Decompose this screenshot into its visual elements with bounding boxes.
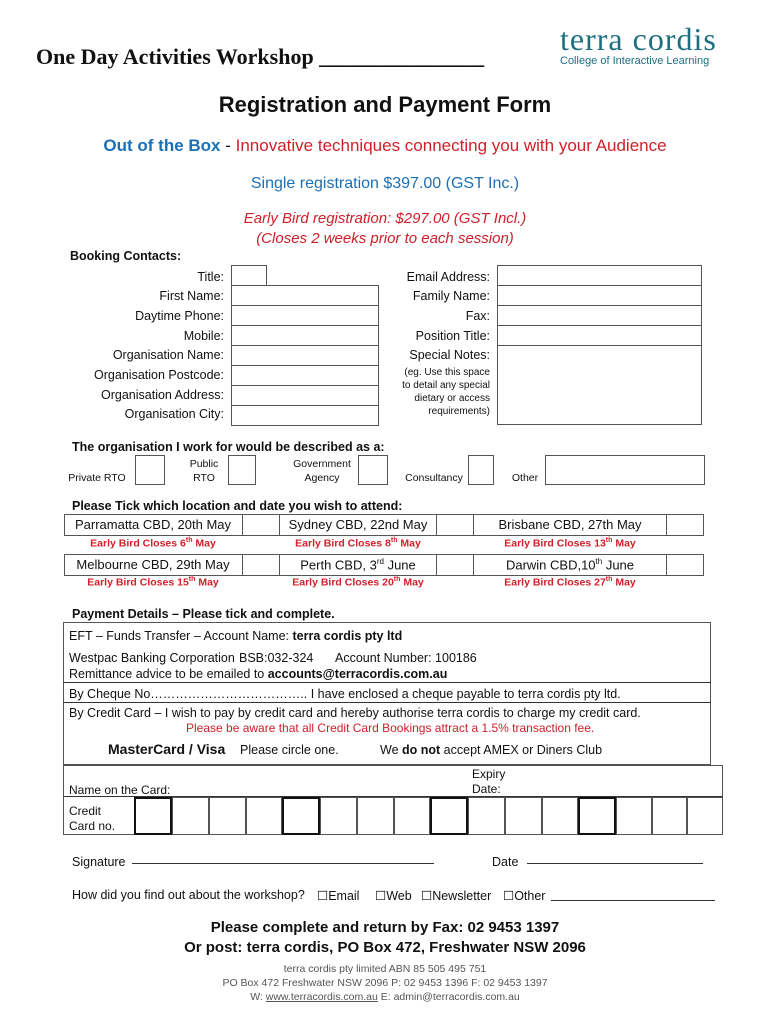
expiry-l1: Expiry: [472, 767, 506, 781]
org-option-1-l1: [62, 457, 132, 471]
label-daytime-phone: Daytime Phone:: [135, 309, 224, 323]
footer-web-link[interactable]: www.terracordis.com.au: [265, 991, 378, 1003]
label-email: Email Address:: [406, 270, 490, 284]
label-organisation-address: Organisation Address:: [101, 388, 224, 402]
early-close-1-post: May: [192, 537, 216, 550]
early-close-2-post: May: [397, 537, 421, 550]
early-close-1-sup: th: [185, 537, 193, 544]
card-digit-5[interactable]: [282, 797, 320, 835]
card-digit-15[interactable]: [652, 797, 687, 835]
location-perth-sup: rd: [376, 557, 384, 566]
early-close-sydney: [280, 537, 436, 550]
early-close-2-pre: Early Bird Closes 8: [295, 537, 391, 550]
org-option-5-l1: [505, 457, 545, 471]
organisation-postcode-field[interactable]: [231, 365, 379, 386]
special-notes-field[interactable]: [497, 345, 702, 425]
date-label: Date: [492, 855, 519, 869]
credit-card-l2: Card no.: [69, 819, 116, 833]
card-digit-10[interactable]: [468, 797, 505, 835]
amex-pre: We: [380, 743, 402, 757]
amex-bold: do not: [402, 743, 441, 757]
find-other-line[interactable]: [551, 890, 715, 901]
credit-card-label: [69, 804, 115, 834]
expiry-l2: Date:: [472, 782, 501, 796]
location-perth-pre: Perth CBD, 3: [300, 557, 377, 573]
early-close-3-pre: Early Bird Closes 13: [504, 537, 606, 550]
payment-divider-1: [63, 682, 711, 683]
card-digit-6[interactable]: [320, 797, 357, 835]
tick-perth[interactable]: [436, 554, 474, 576]
checkbox-private-rto[interactable]: [135, 455, 165, 485]
early-close-4-pre: Early Bird Closes 15: [87, 576, 189, 589]
fee-note: Please be aware that all Credit Card Bookings attract a 1.5% transaction fee.: [186, 721, 595, 735]
tick-parramatta[interactable]: [242, 514, 280, 536]
org-option-4-l2: Consultancy: [405, 472, 463, 484]
logo-name: terra cordis: [560, 21, 717, 57]
checkbox-consultancy[interactable]: [468, 455, 494, 485]
early-close-5-post: May: [400, 576, 424, 589]
org-option-4-l1: [400, 457, 468, 471]
card-digit-13[interactable]: [578, 797, 616, 835]
org-type-heading: The organisation I work for would be described as a:: [72, 440, 385, 454]
expiry-field[interactable]: [510, 766, 722, 796]
early-close-4-post: May: [195, 576, 219, 589]
org-option-public-rto: [178, 457, 230, 485]
early-close-parramatta: [64, 537, 242, 550]
find-web[interactable]: ☐Web: [375, 889, 412, 903]
expiry-label: [472, 767, 505, 797]
label-family-name: Family Name:: [412, 289, 490, 303]
name-on-card-label: Name on the Card:: [69, 783, 171, 797]
label-mobile: Mobile:: [183, 329, 224, 343]
organisation-city-field[interactable]: [231, 405, 379, 426]
location-parramatta: Parramatta CBD, 20th May: [74, 517, 232, 532]
logo: [560, 22, 750, 67]
footer-line-3: [0, 991, 770, 1003]
return-post: Or post: terra cordis, PO Box 472, Freshwater NSW 2096: [184, 939, 586, 956]
amex-note: [380, 743, 602, 757]
label-fax: Fax:: [465, 309, 490, 323]
workshop-title: One Day Activities Workshop _______________: [36, 44, 485, 69]
signature-line[interactable]: [132, 853, 434, 864]
card-digit-16[interactable]: [687, 797, 723, 835]
card-digit-14[interactable]: [616, 797, 652, 835]
family-name-field[interactable]: [497, 285, 702, 306]
remittance: [69, 667, 447, 681]
footer-line-2: PO Box 472 Freshwater NSW 2096 P: 02 9453 1396 F: 02 9453 1397: [222, 977, 548, 989]
position-title-field[interactable]: [497, 325, 702, 346]
credit-card-l1: Credit: [69, 804, 102, 818]
eft-line: [69, 629, 402, 643]
tagline-rest: Innovative techniques connecting you with your Audience: [235, 136, 667, 155]
card-digit-11[interactable]: [505, 797, 542, 835]
org-option-consultancy: [400, 457, 468, 485]
return-fax: Please complete and return by Fax: 02 9453 1397: [210, 919, 560, 936]
bsb: BSB:032-324: [239, 651, 314, 665]
location-brisbane: Brisbane CBD, 27th May: [498, 517, 642, 532]
single-registration: Single registration $397.00 (GST Inc.): [250, 175, 520, 192]
remit-pre: Remittance advice to be emailed to: [69, 667, 268, 681]
tick-brisbane[interactable]: [666, 514, 704, 536]
find-other[interactable]: ☐Other: [503, 889, 546, 903]
card-digit-1[interactable]: [134, 797, 172, 835]
early-close-brisbane: [474, 537, 666, 550]
title-field[interactable]: [231, 265, 267, 286]
payment-divider-2: [63, 702, 711, 703]
tick-melbourne[interactable]: [242, 554, 280, 576]
early-close-3-sup: th: [605, 537, 613, 544]
location-perth: [280, 557, 436, 572]
label-organisation-name: Organisation Name:: [112, 348, 224, 362]
remit-email: accounts@terracordis.com.au: [267, 667, 448, 681]
location-melbourne: Melbourne CBD, 29th May: [76, 557, 230, 572]
cheque-line: By Cheque No……………………………….. I have enclosed a cheque payable to terra cordis pty ltd.: [69, 687, 621, 701]
amex-post: accept AMEX or Diners Club: [440, 743, 603, 757]
special-note-1: (eg. Use this space: [404, 367, 490, 378]
early-close-6-sup: th: [605, 576, 613, 583]
early-close-1-pre: Early Bird Closes 6: [90, 537, 186, 550]
early-close-5-pre: Early Bird Closes 20: [292, 576, 394, 589]
org-option-5-l2: Other: [511, 472, 539, 484]
early-close-2-sup: th: [390, 537, 398, 544]
label-organisation-city: Organisation City:: [124, 407, 224, 421]
early-close-3-post: May: [612, 537, 636, 550]
card-digit-7[interactable]: [357, 797, 394, 835]
card-digit-4[interactable]: [246, 797, 282, 835]
org-option-other: [505, 457, 545, 485]
card-digit-9[interactable]: [430, 797, 468, 835]
footer-email: E: admin@terracordis.com.au: [377, 991, 520, 1003]
footer-w: W:: [250, 991, 266, 1003]
circle-note: Please circle one.: [240, 743, 339, 757]
early-bird-line1: Early Bird registration: $297.00 (GST Incl.): [243, 210, 527, 227]
card-digit-3[interactable]: [209, 797, 246, 835]
payment-heading: Payment Details – Please tick and complete.: [72, 607, 335, 621]
organisation-address-field[interactable]: [231, 385, 379, 406]
location-darwin-sup: th: [595, 557, 603, 566]
eft-account-name: terra cordis pty ltd: [292, 629, 403, 643]
early-close-6-post: May: [612, 576, 636, 589]
label-title: Title:: [197, 270, 224, 284]
special-note-3: dietary or access: [414, 393, 490, 404]
checkbox-public-rto[interactable]: [228, 455, 256, 485]
eft-pre: EFT – Funds Transfer – Account Name:: [69, 629, 293, 643]
org-option-government: [288, 457, 356, 485]
location-darwin-post: June: [602, 557, 635, 573]
location-perth-post: June: [383, 557, 416, 573]
find-question: How did you find out about the workshop?: [72, 888, 305, 902]
locations-heading: Please Tick which location and date you wish to attend:: [72, 499, 403, 513]
label-special-notes: Special Notes:: [409, 348, 490, 362]
label-organisation-postcode: Organisation Postcode:: [94, 368, 224, 382]
label-first-name: First Name:: [159, 289, 224, 303]
label-position-title: Position Title:: [415, 329, 490, 343]
early-close-6-pre: Early Bird Closes 27: [504, 576, 606, 589]
card-digit-8[interactable]: [394, 797, 430, 835]
name-on-card-field[interactable]: [170, 766, 465, 796]
early-close-perth: [280, 576, 436, 589]
special-note-2: to detail any special: [402, 380, 490, 391]
early-bird: [0, 209, 770, 249]
organisation-name-field[interactable]: [231, 345, 379, 366]
logo-subtitle: College of Interactive Learning: [560, 55, 710, 67]
org-option-3-l1: Government: [293, 458, 351, 470]
early-close-melbourne: [64, 576, 242, 589]
credit-line: By Credit Card – I wish to pay by credit card and hereby authorise terra cordis to charge my credit card.: [69, 706, 641, 720]
account-number: Account Number: 100186: [335, 651, 477, 665]
tagline-strong: Out of the Box: [103, 136, 221, 155]
tagline: [0, 136, 770, 156]
org-option-2-l1: Public: [189, 458, 219, 470]
location-sydney: Sydney CBD, 22nd May: [288, 517, 428, 532]
find-newsletter[interactable]: ☐Newsletter: [421, 889, 492, 903]
early-close-4-sup: th: [188, 576, 196, 583]
special-note-4: requirements): [428, 406, 490, 417]
card-digit-2[interactable]: [172, 797, 209, 835]
early-close-5-sup: th: [393, 576, 401, 583]
daytime-phone-field[interactable]: [231, 305, 379, 326]
signature-label: Signature: [72, 855, 126, 869]
location-darwin-pre: Darwin CBD,10: [505, 557, 596, 573]
checkbox-government[interactable]: [358, 455, 388, 485]
org-option-3-l2: Agency: [304, 472, 340, 484]
org-option-1-l2: Private RTO: [68, 472, 126, 484]
find-email[interactable]: ☐Email: [317, 889, 360, 903]
early-close-darwin: [474, 576, 666, 589]
early-bird-line2: (Closes 2 weeks prior to each session): [256, 230, 514, 247]
form-title: Registration and Payment Form: [218, 92, 552, 117]
fax-field[interactable]: [497, 305, 702, 326]
org-option-private-rto: [62, 457, 132, 485]
tick-sydney[interactable]: [436, 514, 474, 536]
tagline-sep: -: [220, 136, 236, 155]
first-name-field[interactable]: [231, 285, 379, 306]
email-field[interactable]: [497, 265, 702, 286]
date-line[interactable]: [527, 853, 703, 864]
tick-darwin[interactable]: [666, 554, 704, 576]
card-digit-12[interactable]: [542, 797, 578, 835]
org-option-2-l2: RTO: [193, 472, 215, 484]
footer-line-1: terra cordis pty limited ABN 85 505 495 751: [283, 963, 487, 975]
mobile-field[interactable]: [231, 325, 379, 346]
card-types: MasterCard / Visa: [108, 741, 226, 757]
booking-heading: Booking Contacts:: [70, 249, 182, 263]
location-darwin: [474, 557, 666, 572]
other-field[interactable]: [545, 455, 705, 485]
bank-name: Westpac Banking Corporation: [69, 651, 235, 665]
